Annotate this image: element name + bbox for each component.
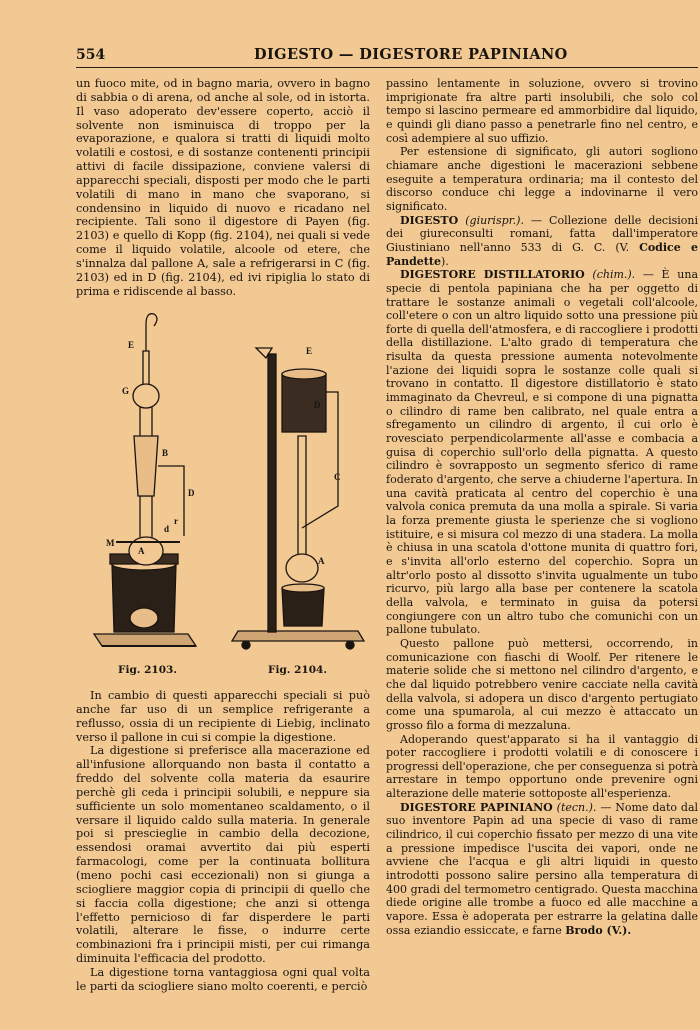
figures-area bbox=[88, 296, 370, 682]
right-column bbox=[386, 77, 698, 937]
paragraph: In cambio di questi apparecchi speciali si può anche far uso di un semplice refrigerante a reflusso, ossia di un recipiente di Liebig, inclinato verso il pallone in cui si compie la digestione. bbox=[76, 689, 370, 744]
fig2-label-a: A bbox=[318, 556, 325, 566]
fig1-label-d: D bbox=[188, 488, 195, 498]
paragraph: La digestione torna vantaggiosa ogni qual volta le parti da sciogliere siano molto coerenti, e perciò bbox=[76, 965, 370, 993]
entry-abbr: (tecn.). bbox=[556, 800, 597, 814]
figure-2104-kopp-digester bbox=[232, 348, 364, 649]
fig1-label-d-small: d bbox=[164, 524, 170, 534]
entry-term: DIGESTORE DISTILLATORIO bbox=[400, 268, 585, 282]
fig1-label-g: G bbox=[122, 386, 130, 396]
paragraph: un fuoco mite, od in bagno maria, ovvero in bagno di sabbia o di arena, od anche al sole, od in istorta. Il vaso adoperato dev'essere coperto, acciò il solvente non isminuisca di troppo per la evaporazione, e qualora si tratti di liquidi molto volatili e costosi, e di sostanze contenenti principii attivi di facile dissipazione, conviene valersi di apparecchi speciali, disposti per modo che le parti volatili di mano in mano che svaporano, si condensino in liquido di nuovo e ricadano nel recipiente. Tali sono il digestore di Payen (fig. 2103) e quello di Kopp (fig. 2104), nei quali si vede come il liquido volatile, alcoole od etere, che s'innalza dal pallone A, sale a refrigerarsi in C (fig. 2103) ed in D (fig. 2104), ed ivi ripiglia lo stato di prima e ridiscende al basso. bbox=[76, 77, 370, 298]
fig2-label-c: C bbox=[334, 472, 341, 482]
fig2-label-d: D bbox=[314, 400, 321, 410]
paragraph: La digestione si preferisce alla macerazione ed all'infusione allorquando non basta il contatto a freddo del solvente colla materia da esaurire perchè gli ceda i principii solubili, e neppure sia sufficiente un solo momentaneo scaldamento, o il versare il liquido caldo sulla materia. In generale poi si prescieglie in cambio della decozione, essendosi oramai avvertito dai più esperti farmacologi, come per la continuata bollitura (meno pochi casi eccezionali) non si giunga a sciogliere maggior copia di principii di quello che si faccia colla digestione; che anzi si ottenga l'effetto pernicioso di far disperdere le parti volatili, alterare le fisse, o indurre certe combinazioni fra i principii misti, per cui rimanga diminuita l'efficacia del prodotto. bbox=[76, 744, 370, 966]
cross-reference: Codice e Pandette bbox=[386, 240, 698, 268]
left-column-bottom bbox=[76, 689, 370, 994]
entry-term: DIGESTO bbox=[400, 213, 459, 227]
entry-text: — È una specie di pentola papiniana che ha per oggetto di trattare le sostanze animali o vegetali coll'alcoole, coll'etere o con un altro liquido sotto una pressione più forte di quella dell'atmosfera, e di raccogliere i prodotti della distillazione. L'alto grado di temperatura che risulta da questa pressione aumenta notevolmente l'azione dei liquidi sopra le sostanze colle quali si trovano in contatto. Il digestore distillatorio è stato immaginato da Chevreul, e si compone di una pignatta o cilindro di rame ben calibrato, nel quale entra a sfregamento un cilindro di argento, il cui orlo è rovesciato perpendicolarmente all'asse e combacia a guisa di coperchio sull'orlo della pignatta. A questo cilindro è sovrapposto un segmento sferico di rame foderato d'argento, che serve a chiuderne l'apertura. In una cavità praticata al centro del coperchio è una valvola conica premuta da una molla a spirale. Si varia la forza premente giusta le sperienze che si vogliono istituire, e si misura col mezzo di una stadera. La molla è chiusa in una scatola d'ottone munita di quattro fori, e s'invita all'orlo esterno del coperchio. Sopra un altr'orlo posto al dissotto s'invita ugualmente un tubo ricurvo, più largo alla base per contenere la scatola della valvola, e terminato in guisa da potersi congiungere con un altro tubo che comunichi con un pallone tubulato. bbox=[386, 268, 698, 637]
entry-abbr: (giurispr.). bbox=[465, 213, 524, 227]
page-number: 554 bbox=[76, 47, 106, 63]
fig1-label-e: E bbox=[128, 340, 135, 350]
cross-reference: Brodo bbox=[565, 923, 603, 937]
entry-text: — Nome dato dal suo inventore Papin ad una specie di vaso di rame cilindrico, il cui coperchio fissato per mezzo di una vite a pressione impedisce l'uscita dei vapori, onde ne avviene che l'acqua e gli altri liquidi in questo introdotti possono salire persino alla temperatura di 400 gradi del termometro centigrado. Questa macchina diede origine alle trombe a fuoco ed alle macchine a vapore. Essa è adoperata per estrarre la gelatina dalle ossa eziandio essiccate, e farne bbox=[386, 800, 699, 937]
figure-caption-2104: Fig. 2104. bbox=[268, 664, 327, 676]
paragraph: Adoperando quest'apparato si ha il vantaggio di poter raccogliere i prodotti volatili e di conoscere i progressi dell'operazione, che per conseguenza si potrà arrestare in tempo opportuno onde prevenire ogni alterazione delle materie sottoposte all'esperienza. bbox=[386, 732, 698, 801]
paragraph: Per estensione di significato, gli autori sogliono chiamare anche digestioni le macerazioni sebbene eseguite a temperatura ordinaria; ma il contesto del discorso conduce chi legge a indovinarne il vero significato. bbox=[386, 145, 698, 213]
entry-digesto bbox=[386, 214, 698, 269]
fig1-label-r: r bbox=[174, 516, 178, 526]
entry-digestore-distillatorio bbox=[386, 268, 698, 637]
page-header bbox=[76, 45, 698, 68]
fig1-label-m: M bbox=[106, 538, 115, 548]
paragraph: passino lentamente in soluzione, ovvero si trovino imprigionate fra altre parti insolubili, che solo col tempo si lascino permeare ed ammorbidire dal liquido, e quindi gli diano passo a penetrarle fino nel centro, e così adempiere al suo uffizio. bbox=[386, 77, 698, 145]
fig1-label-b: B bbox=[162, 448, 169, 458]
entry-end: (V.). bbox=[602, 923, 632, 937]
paragraph: Questo pallone può mettersi, occorrendo, in comunicazione con fiaschi di Woolf. Per ritenere le materie solide che si mettono nel cilindro d'argento, e che dal liquido potrebbero venire cacciate nella cavità della valvola, si adopera un disco d'argento pertugiato come una spumarola, al cui mezzo è attaccato un grosso filo a forma di mezzaluna. bbox=[386, 636, 698, 732]
entry-term: DIGESTORE PAPINIANO bbox=[400, 800, 553, 814]
entry-digestore-papiniano bbox=[386, 801, 698, 938]
entry-text: — Collezione delle decisioni dei giureconsulti romani, fatta dall'imperatore Giustiniano nell'anno 533 di G. C. (V. bbox=[386, 213, 698, 254]
figure-caption-2103: Fig. 2103. bbox=[118, 664, 177, 676]
fig1-label-a: A bbox=[138, 546, 145, 556]
left-column-top bbox=[76, 77, 370, 299]
entry-end: ). bbox=[440, 254, 449, 268]
fig2-label-e: E bbox=[306, 346, 313, 356]
running-title: DIGESTO — DIGESTORE PAPINIANO bbox=[254, 46, 568, 63]
entry-abbr: (chim.). bbox=[592, 268, 636, 282]
figure-2103-payen-digester bbox=[94, 314, 196, 646]
apparatus-illustrations bbox=[88, 296, 370, 682]
